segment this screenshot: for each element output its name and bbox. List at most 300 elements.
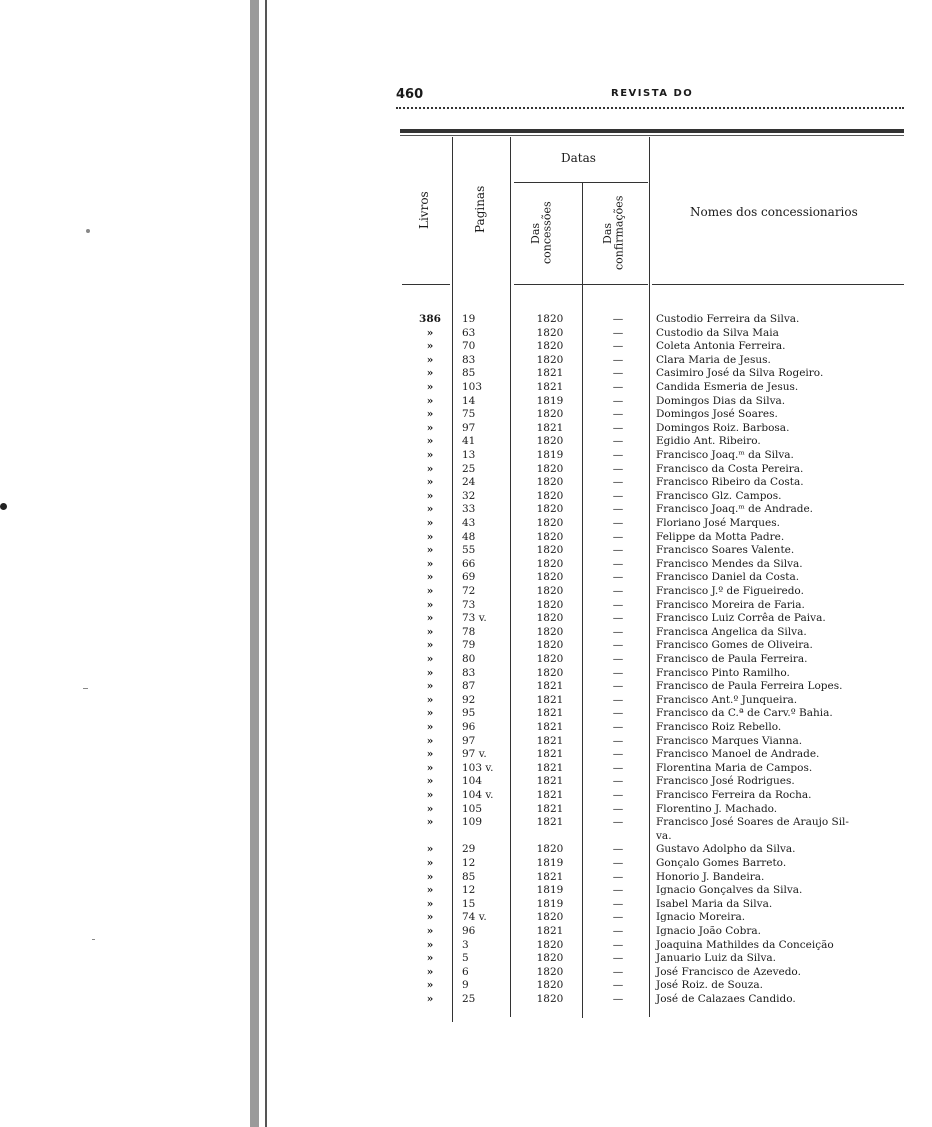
running-title: REVISTA DO — [611, 88, 694, 99]
cell-pagina: 104 — [462, 775, 483, 788]
cell-concessao: 1821 — [536, 421, 564, 434]
cell-nome: José Roiz. de Souza. — [656, 979, 763, 992]
cell-concessao: 1820 — [536, 462, 564, 475]
cell-livro: » — [426, 965, 434, 978]
cell-pagina: 75 — [462, 408, 476, 421]
cell-concessao: 1819 — [536, 857, 564, 869]
table-row — [0, 449, 932, 462]
cell-confirmacao: — — [612, 530, 624, 543]
cell-nome: Francisco Marques Vianna. — [656, 734, 803, 747]
cell-concessao: 1820 — [536, 435, 564, 448]
cell-concessao: 1821 — [536, 721, 564, 733]
cell-pagina: 80 — [462, 653, 476, 665]
cell-concessao: 1821 — [536, 775, 564, 788]
cell-nome: Francisco J.º de Figueiredo. — [656, 585, 804, 597]
cell-concessao: 1821 — [536, 693, 564, 706]
cell-livro: » — [426, 993, 434, 1005]
cell-confirmacao: — — [612, 340, 624, 353]
table-row — [0, 816, 932, 829]
table-row — [0, 544, 932, 557]
cell-livro: » — [426, 789, 434, 801]
cell-confirmacao: — — [612, 870, 624, 883]
table-row — [0, 789, 932, 802]
cell-pagina: 73 v. — [462, 612, 487, 625]
cell-confirmacao: — — [612, 761, 624, 774]
table-row — [0, 571, 932, 584]
cell-pagina: 29 — [462, 843, 476, 856]
page-header — [396, 87, 904, 105]
cell-confirmacao: — — [612, 993, 624, 1005]
cell-nome: Januario Luiz da Silva. — [656, 952, 777, 965]
cell-livro: » — [426, 435, 434, 448]
cell-livro: » — [426, 462, 434, 475]
cell-livro: » — [426, 476, 434, 489]
cell-nome: Francisco Pinto Ramilho. — [656, 666, 790, 679]
cell-concessao: 1820 — [536, 489, 564, 502]
cell-nome: Francisco Ant.º Junqueira. — [656, 693, 798, 706]
cell-confirmacao: — — [612, 789, 624, 801]
cell-confirmacao: — — [612, 381, 624, 393]
cell-concessao: 1819 — [536, 897, 564, 910]
cell-concessao: 1820 — [536, 313, 564, 325]
table-row — [0, 558, 932, 571]
cell-concessao: 1820 — [536, 938, 564, 951]
table-row — [0, 694, 932, 707]
table-row — [0, 748, 932, 761]
cell-confirmacao: — — [612, 517, 624, 529]
cell-livro: » — [426, 870, 434, 883]
cell-pagina: 12 — [462, 857, 476, 869]
cell-concessao: 1821 — [536, 680, 564, 693]
cell-concessao: 1820 — [536, 965, 564, 978]
cell-pagina: 97 — [462, 734, 476, 747]
table-row — [0, 639, 932, 652]
cell-concessao: 1821 — [536, 870, 564, 883]
table-row — [0, 735, 932, 748]
cell-confirmacao: — — [612, 721, 624, 733]
cell-concessao: 1820 — [536, 639, 564, 652]
cell-pagina: 9 — [462, 979, 469, 992]
cell-confirmacao: — — [612, 952, 624, 965]
cell-pagina: 69 — [462, 571, 476, 584]
table-row — [0, 762, 932, 775]
cell-nome: Francisco de Paula Ferreira Lopes. — [656, 680, 843, 693]
table-row — [0, 503, 932, 516]
cell-pagina: 103 — [462, 381, 483, 393]
cell-concessao: 1820 — [536, 503, 564, 516]
cell-concessao: 1821 — [536, 734, 564, 747]
cell-nome: Francisco José Soares de Araujo Sil- — [656, 816, 849, 829]
cell-confirmacao: — — [612, 857, 624, 869]
table-row — [0, 408, 932, 421]
table-row — [0, 599, 932, 612]
header-bottom-rule — [514, 284, 648, 285]
cell-livro: » — [426, 421, 434, 434]
cell-confirmacao: — — [612, 979, 624, 992]
cell-concessao: 1820 — [536, 530, 564, 543]
cell-nome: Francisco Glz. Campos. — [656, 489, 782, 502]
cell-nome: Ignacio Gonçalves da Silva. — [656, 884, 803, 897]
cell-nome: Francisco Joaq.ᵐ de Andrade. — [656, 503, 814, 516]
cell-livro: » — [426, 938, 434, 951]
cell-nome: Egidio Ant. Ribeiro. — [656, 435, 761, 448]
cell-concessao: 1820 — [536, 666, 564, 679]
cell-confirmacao: — — [612, 625, 624, 638]
table-row — [0, 667, 932, 680]
cell-concessao: 1820 — [536, 843, 564, 856]
cell-confirmacao: — — [612, 639, 624, 652]
cell-confirmacao: — — [612, 408, 624, 421]
cell-livro: » — [426, 707, 434, 720]
cell-nome: Domingos José Soares. — [656, 408, 778, 421]
cell-pagina: 25 — [462, 993, 476, 1005]
cell-pagina: 83 — [462, 666, 476, 679]
table-row — [0, 612, 932, 625]
cell-concessao: 1821 — [536, 367, 564, 380]
cell-nome: Francisco Mendes da Silva. — [656, 557, 803, 570]
cell-nome: José de Calazaes Candido. — [656, 993, 796, 1005]
cell-pagina: 5 — [462, 952, 469, 965]
cell-nome: Francisco Ribeiro da Costa. — [656, 476, 804, 489]
cell-confirmacao: — — [612, 925, 624, 937]
table-row — [0, 653, 932, 666]
cell-confirmacao: — — [612, 965, 624, 978]
header-das-confirmacoes: Das confirmações — [601, 195, 626, 271]
cell-livro: » — [426, 326, 434, 339]
cell-nome: Francisca Angelica da Silva. — [656, 625, 807, 638]
cell-livro: » — [426, 680, 434, 693]
cell-concessao: 1820 — [536, 517, 564, 529]
cell-pagina: 15 — [462, 897, 476, 910]
cell-concessao: 1820 — [536, 911, 564, 924]
cell-confirmacao: — — [612, 843, 624, 856]
table-row — [0, 367, 932, 380]
cell-concessao: 1820 — [536, 408, 564, 421]
table-row — [0, 871, 932, 884]
table-row — [0, 476, 932, 489]
table-row — [0, 422, 932, 435]
cell-concessao: 1819 — [536, 394, 564, 407]
cell-concessao: 1821 — [536, 748, 564, 761]
cell-nome: Francisco Luiz Corrêa de Paiva. — [656, 612, 826, 625]
cell-livro: » — [426, 775, 434, 788]
cell-nome: Domingos Roiz. Barbosa. — [656, 421, 790, 434]
table-row — [0, 843, 932, 856]
table-row — [0, 721, 932, 734]
cell-livro: » — [426, 449, 434, 461]
cell-pagina: 48 — [462, 530, 476, 543]
cell-nome: Ignacio João Cobra. — [656, 925, 761, 937]
cell-confirmacao: — — [612, 571, 624, 584]
cell-livro: » — [426, 367, 434, 380]
table-row — [0, 993, 932, 1006]
table-row — [0, 857, 932, 870]
cell-pagina: 70 — [462, 340, 476, 353]
header-bottom-rule — [652, 284, 904, 285]
cell-livro: » — [426, 353, 434, 366]
cell-confirmacao: — — [612, 585, 624, 597]
cell-pagina: 85 — [462, 367, 476, 380]
page-number: 460 — [396, 87, 424, 102]
cell-confirmacao: — — [612, 326, 624, 339]
cell-pagina: 24 — [462, 476, 476, 489]
cell-confirmacao: — — [612, 557, 624, 570]
table-row — [0, 381, 932, 394]
cell-pagina: 32 — [462, 489, 476, 502]
cell-nome: Coleta Antonia Ferreira. — [656, 340, 786, 353]
table-row — [0, 898, 932, 911]
cell-livro: » — [426, 952, 434, 965]
cell-pagina: 3 — [462, 938, 469, 951]
cell-confirmacao: — — [612, 435, 624, 448]
cell-livro: » — [426, 571, 434, 584]
cell-livro: » — [426, 530, 434, 543]
cell-livro: » — [426, 897, 434, 910]
cell-confirmacao: — — [612, 748, 624, 761]
cell-pagina: 97 v. — [462, 748, 487, 761]
cell-livro: » — [426, 761, 434, 774]
header-bottom-rule — [402, 284, 450, 285]
cell-nome: Casimiro José da Silva Rogeiro. — [656, 367, 824, 380]
cell-concessao: 1820 — [536, 353, 564, 366]
cell-pagina: 55 — [462, 544, 476, 557]
cell-confirmacao: — — [612, 367, 624, 380]
cell-pagina: 96 — [462, 721, 476, 733]
cell-livro: » — [426, 816, 434, 829]
cell-concessao: 1821 — [536, 707, 564, 720]
cell-nome: Domingos Dias da Silva. — [656, 394, 786, 407]
table-row — [0, 803, 932, 816]
cell-confirmacao: — — [612, 884, 624, 897]
cell-nome: Joaquina Mathildes da Conceição — [656, 938, 834, 951]
table-row — [0, 775, 932, 788]
cell-livro: » — [426, 585, 434, 597]
cell-livro: » — [426, 544, 434, 557]
cell-pagina: 83 — [462, 353, 476, 366]
cell-nome: Floriano José Marques. — [656, 517, 780, 529]
cell-confirmacao: — — [612, 734, 624, 747]
table-top-rule-thin — [400, 135, 904, 136]
cell-livro: » — [426, 408, 434, 421]
cell-confirmacao: — — [612, 598, 624, 611]
cell-concessao: 1820 — [536, 625, 564, 638]
cell-nome: Candida Esmeria de Jesus. — [656, 381, 799, 393]
cell-pagina: 96 — [462, 925, 476, 937]
cell-nome: Florentina Maria de Campos. — [656, 761, 813, 774]
cell-concessao: 1820 — [536, 476, 564, 489]
cell-pagina: 19 — [462, 313, 476, 325]
table-row — [0, 585, 932, 598]
cell-nome: Honorio J. Bandeira. — [656, 870, 765, 883]
cell-concessao: 1820 — [536, 340, 564, 353]
cell-nome: Florentino J. Machado. — [656, 802, 778, 815]
cell-pagina: 63 — [462, 326, 476, 339]
header-paginas: Paginas — [473, 185, 487, 233]
cell-concessao: 1821 — [536, 802, 564, 815]
header-nomes: Nomes dos concessionarios — [690, 205, 858, 219]
speck — [86, 229, 90, 233]
table-row — [0, 884, 932, 897]
cell-confirmacao: — — [612, 394, 624, 407]
cell-livro: » — [426, 843, 434, 856]
table-top-rule — [400, 129, 904, 133]
cell-livro: » — [426, 557, 434, 570]
cell-nome: Francisco da C.ª de Carv.º Bahia. — [656, 707, 833, 720]
cell-pagina: 33 — [462, 503, 476, 516]
cell-nome: Francisco Soares Valente. — [656, 544, 795, 557]
cell-concessao: 1820 — [536, 979, 564, 992]
cell-concessao: 1820 — [536, 653, 564, 665]
cell-nome: Felippe da Motta Padre. — [656, 530, 785, 543]
cell-livro: » — [426, 911, 434, 924]
cell-confirmacao: — — [612, 802, 624, 815]
cell-pagina: 43 — [462, 517, 476, 529]
cell-concessao: 1820 — [536, 585, 564, 597]
cell-confirmacao: — — [612, 666, 624, 679]
cell-nome: Gustavo Adolpho da Silva. — [656, 843, 796, 856]
cell-confirmacao: — — [612, 775, 624, 788]
cell-pagina: 85 — [462, 870, 476, 883]
cell-pagina: 41 — [462, 435, 476, 448]
cell-nome: Ignacio Moreira. — [656, 911, 746, 924]
cell-concessao: 1819 — [536, 449, 564, 461]
table-row — [0, 830, 932, 843]
cell-livro: » — [426, 598, 434, 611]
cell-confirmacao: — — [612, 653, 624, 665]
cell-nome: Francisco Joaq.ᵐ da Silva. — [656, 449, 794, 461]
cell-pagina: 14 — [462, 394, 476, 407]
cell-confirmacao: — — [612, 680, 624, 693]
cell-confirmacao: — — [612, 612, 624, 625]
cell-livro: » — [426, 721, 434, 733]
cell-pagina: 72 — [462, 585, 476, 597]
cell-pagina: 66 — [462, 557, 476, 570]
cell-livro: » — [426, 381, 434, 393]
table-row — [0, 490, 932, 503]
table-row — [0, 354, 932, 367]
table-row — [0, 313, 932, 326]
cell-pagina: 73 — [462, 598, 476, 611]
table-row — [0, 952, 932, 965]
table-row — [0, 435, 932, 448]
cell-nome: Custodio da Silva Maia — [656, 326, 779, 339]
cell-livro: » — [426, 802, 434, 815]
cell-confirmacao: — — [612, 897, 624, 910]
cell-pagina: 105 — [462, 802, 483, 815]
cell-confirmacao: — — [612, 476, 624, 489]
cell-livro: » — [426, 517, 434, 529]
table-row — [0, 340, 932, 353]
header-das-concessoes: Das concessões — [529, 201, 554, 265]
table-row — [0, 979, 932, 992]
header-rule — [396, 107, 904, 109]
datas-underline — [514, 182, 648, 183]
cell-confirmacao: — — [612, 313, 624, 325]
cell-confirmacao: — — [612, 544, 624, 557]
cell-livro: » — [426, 666, 434, 679]
cell-livro: » — [426, 489, 434, 502]
cell-nome: Gonçalo Gomes Barreto. — [656, 857, 787, 869]
cell-concessao: 1820 — [536, 557, 564, 570]
cell-pagina: 13 — [462, 449, 476, 461]
cell-nome: Francisco Daniel da Costa. — [656, 571, 800, 584]
cell-pagina: 87 — [462, 680, 476, 693]
table-row — [0, 707, 932, 720]
cell-livro: » — [426, 340, 434, 353]
cell-confirmacao: — — [612, 489, 624, 502]
cell-livro: » — [426, 653, 434, 665]
cell-livro: » — [426, 979, 434, 992]
cell-nome: Francisco Manoel de Andrade. — [656, 748, 820, 761]
cell-nome: Francisco Moreira de Faria. — [656, 598, 805, 611]
cell-concessao: 1819 — [536, 884, 564, 897]
cell-pagina: 97 — [462, 421, 476, 434]
cell-concessao: 1820 — [536, 993, 564, 1005]
cell-confirmacao: — — [612, 693, 624, 706]
cell-confirmacao: — — [612, 421, 624, 434]
cell-concessao: 1820 — [536, 326, 564, 339]
cell-nome: José Francisco de Azevedo. — [656, 965, 801, 978]
cell-pagina: 103 v. — [462, 761, 494, 774]
cell-pagina: 12 — [462, 884, 476, 897]
cell-livro: » — [426, 693, 434, 706]
table-row — [0, 939, 932, 952]
cell-confirmacao: — — [612, 938, 624, 951]
table-row — [0, 680, 932, 693]
cell-concessao: 1820 — [536, 571, 564, 584]
cell-nome: Francisco de Paula Ferreira. — [656, 653, 808, 665]
cell-concessao: 1821 — [536, 925, 564, 937]
cell-nome: Francisco Ferreira da Rocha. — [656, 789, 812, 801]
cell-livro: » — [426, 639, 434, 652]
table-row — [0, 463, 932, 476]
cell-livro: » — [426, 857, 434, 869]
cell-confirmacao: — — [612, 462, 624, 475]
cell-pagina: 74 v. — [462, 911, 487, 924]
cell-livro: » — [426, 394, 434, 407]
cell-pagina: 109 — [462, 816, 483, 829]
cell-pagina: 78 — [462, 625, 476, 638]
table-row — [0, 327, 932, 340]
table-row — [0, 395, 932, 408]
cell-nome: Isabel Maria da Silva. — [656, 897, 773, 910]
cell-confirmacao: — — [612, 503, 624, 516]
cell-concessao: 1820 — [536, 544, 564, 557]
cell-livro: 386 — [419, 313, 441, 325]
cell-nome: Francisco da Costa Pereira. — [656, 462, 804, 475]
table-row — [0, 531, 932, 544]
header-livros: Livros — [417, 191, 431, 229]
cell-nome: Francisco José Rodrigues. — [656, 775, 795, 788]
cell-concessao: 1821 — [536, 761, 564, 774]
cell-pagina: 104 v. — [462, 789, 494, 801]
cell-concessao: 1821 — [536, 816, 564, 829]
cell-pagina: 6 — [462, 965, 469, 978]
cell-livro: » — [426, 925, 434, 937]
cell-nome: Francisco Roiz Rebello. — [656, 721, 782, 733]
cell-nome: Custodio Ferreira da Silva. — [656, 313, 800, 325]
cell-concessao: 1820 — [536, 598, 564, 611]
cell-confirmacao: — — [612, 449, 624, 461]
cell-nome: Clara Maria de Jesus. — [656, 353, 771, 366]
cell-pagina: 95 — [462, 707, 476, 720]
table-row — [0, 626, 932, 639]
cell-livro: » — [426, 748, 434, 761]
cell-confirmacao: — — [612, 707, 624, 720]
cell-pagina: 25 — [462, 462, 476, 475]
cell-nome: Francisco Gomes de Oliveira. — [656, 639, 813, 652]
table-row — [0, 517, 932, 530]
